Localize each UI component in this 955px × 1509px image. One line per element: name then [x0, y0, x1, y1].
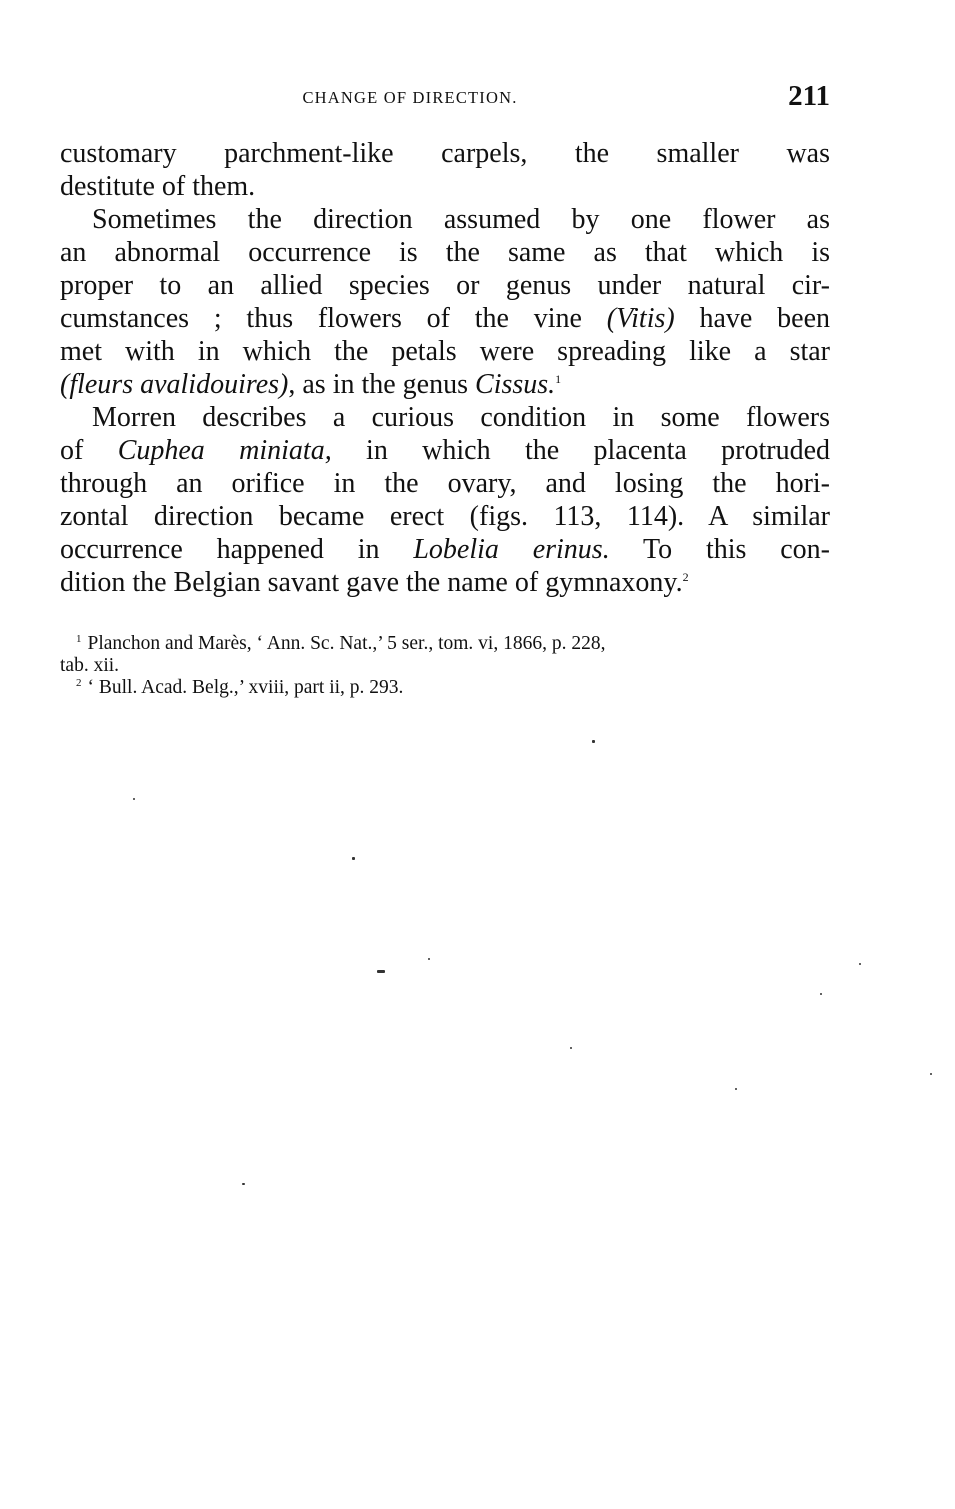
footnote-1-continuation: tab. xii. [60, 655, 120, 676]
text-line [60, 368, 830, 401]
page-number: 211 [788, 80, 830, 112]
text-run: dition the Belgian savant gave the name of gymnaxony. [60, 567, 683, 598]
speck [377, 970, 385, 973]
text-run: of [60, 435, 118, 466]
italic-term: Cissus. [475, 369, 556, 400]
text-run: have been [674, 303, 830, 334]
text-line: through an orifice in the ovary, and losing the hori- [60, 468, 830, 499]
footnote-2 [60, 677, 830, 699]
speck [242, 1183, 245, 1185]
text-run: cumstances ; thus flowers of the vine [60, 303, 607, 334]
text-line: an abnormal occurrence is the same as that which is [60, 237, 830, 268]
text-run: occurrence happened in [60, 534, 414, 565]
body-text [60, 137, 830, 599]
footnote-reference: 1 [555, 372, 562, 386]
text-run: in which the placenta protruded [331, 435, 830, 466]
running-head [60, 80, 830, 120]
text-run: , as in the genus [288, 369, 476, 400]
text-line [60, 566, 830, 599]
text-run: To this con- [609, 534, 831, 565]
text-line [60, 434, 830, 467]
paragraph-start-line: Sometimes the direction assumed by one flower as [92, 204, 830, 235]
speck [592, 740, 595, 743]
italic-term: Lobelia erinus. [413, 534, 610, 565]
footnote-marker: 1 [76, 633, 82, 645]
speck [859, 963, 861, 965]
text-line: customary parchment-like carpels, the smaller was [60, 138, 830, 169]
footnote-text: ‘ Bull. Acad. Belg.,’ xviii, part ii, p. 293. [87, 677, 404, 698]
paragraph-start-line: Morren describes a curious condition in some flowers [92, 402, 830, 433]
speck [428, 958, 430, 960]
footnote-text: Planchon and Marès, ‘ Ann. Sc. Nat.,’ 5 ser., tom. vi, 1866, p. 228, [87, 633, 606, 654]
text-line: met with in which the petals were spreading like a star [60, 336, 830, 367]
footnote-reference: 2 [682, 570, 689, 584]
speck [133, 798, 135, 800]
footnote-marker: 2 [76, 677, 82, 689]
footnote-1 [60, 633, 830, 655]
speck [352, 857, 355, 860]
speck [820, 993, 822, 995]
speck [735, 1088, 737, 1090]
text-line [60, 302, 830, 335]
running-title: CHANGE OF DIRECTION. [302, 88, 518, 107]
italic-term: (fleurs avalidouires) [60, 369, 289, 400]
text-line [60, 533, 830, 566]
italic-term: (Vitis) [606, 303, 675, 334]
text-line: destitute of them. [60, 171, 256, 202]
speck [930, 1073, 932, 1075]
speck [570, 1047, 572, 1049]
italic-term: Cuphea miniata, [117, 435, 332, 466]
footnotes [60, 633, 830, 699]
text-line: zontal direction became erect (figs. 113, 114). A similar [60, 501, 830, 532]
text-line: proper to an allied species or genus under natural cir- [60, 270, 830, 301]
